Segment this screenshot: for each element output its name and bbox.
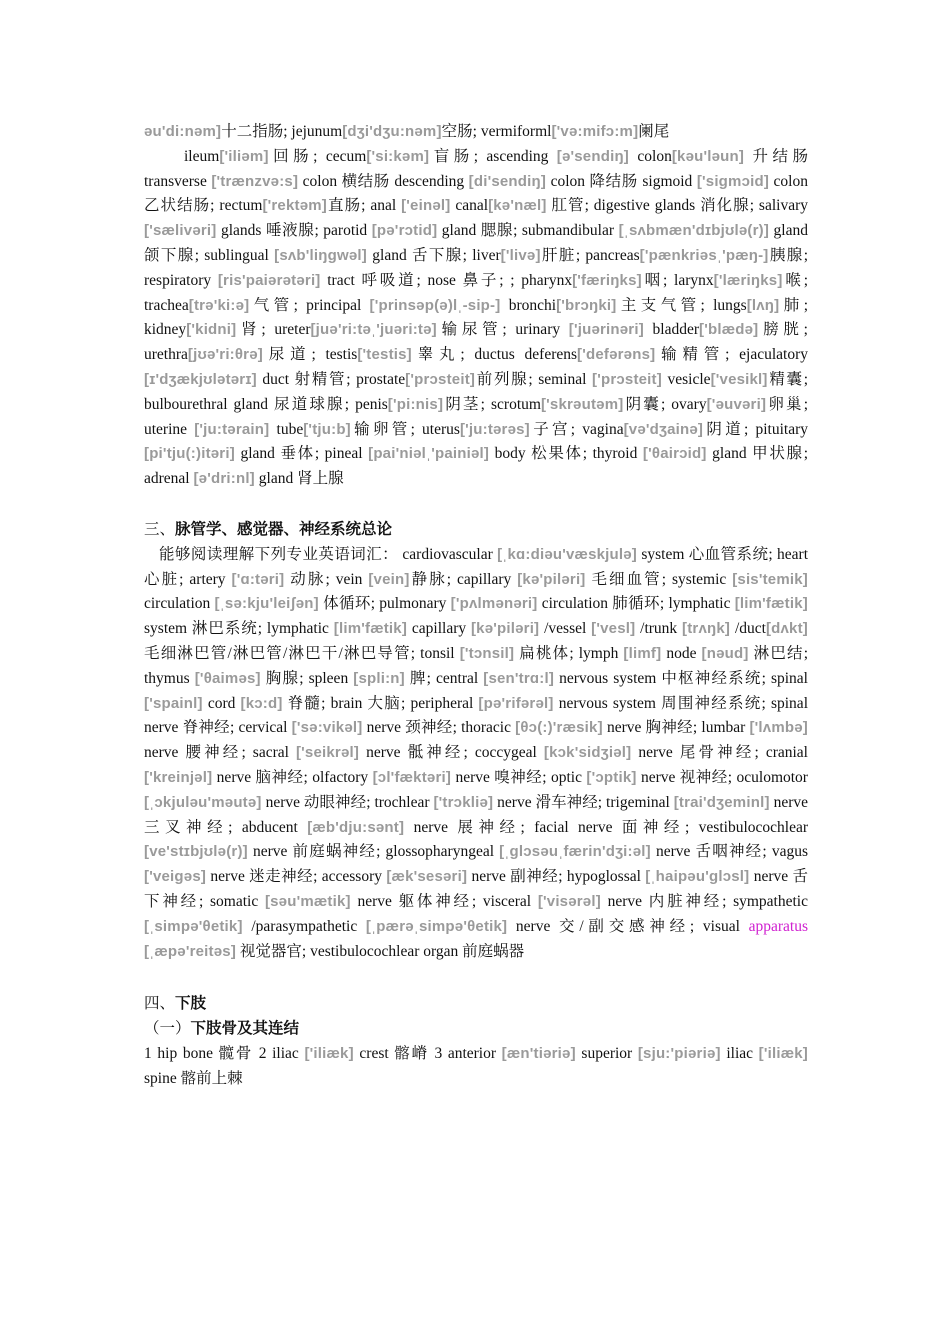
term-text: 膀胱; urethra: [144, 321, 808, 364]
phonetic-transcription: ['iliæk]: [758, 1044, 808, 1062]
term-text: 脊髓; brain 大脑; peripheral: [282, 694, 479, 712]
phonetic-transcription: [θɔ(:)'ræsik]: [515, 719, 603, 737]
term-text: 子宫; vagina: [529, 420, 624, 438]
phonetic-transcription: [trai'dʒeminl]: [673, 793, 770, 811]
term-text: nerve 迷走神经; accessory: [206, 868, 387, 886]
phonetic-transcription: ['ju:tərain]: [194, 420, 270, 438]
phonetic-transcription: [sis'temik]: [732, 570, 808, 588]
phonetic-transcription: ['læriŋks]: [713, 271, 783, 289]
term-text: gland 甲状腺; adrenal: [144, 445, 808, 488]
phonetic-transcription: ['prɔsteit]: [592, 370, 662, 388]
phonetic-transcription: ['ɔptik]: [586, 768, 637, 786]
phonetic-transcription: [pə'rɔtid]: [371, 222, 438, 240]
term-text: 肺; kidney: [144, 296, 808, 339]
term-text: system 淋巴系统; lymphatic: [144, 620, 334, 638]
phonetic-transcription: ['si:kəm]: [366, 147, 430, 165]
term-text: nerve 腰神经; sacral: [144, 744, 296, 762]
phonetic-transcription: [pə'rifərəl]: [478, 694, 554, 712]
term-text: colon 降结肠 sigmoid: [546, 172, 697, 190]
term-text: nerve 交/副交感神经; visual: [507, 917, 749, 935]
term-text: /parasympathetic: [242, 917, 366, 935]
phonetic-transcription: ['blædə]: [699, 321, 759, 339]
phonetic-transcription: [dʌkt]: [765, 620, 808, 638]
term-text: nerve 滑车神经; trigeminal: [493, 793, 674, 811]
phonetic-transcription: [ˌhaipəu'glɔsl]: [645, 868, 750, 886]
phonetic-transcription: ['sə:vikəl]: [291, 719, 363, 737]
phonetic-transcription: ['testis]: [357, 346, 412, 364]
phonetic-transcription: ['trænzvə:s]: [211, 172, 299, 190]
phonetic-transcription: ['iliæk]: [304, 1044, 354, 1062]
term-text: 胰腺; respiratory: [144, 246, 808, 289]
term-text: nerve 嗅神经; optic: [451, 768, 587, 786]
phonetic-transcription: ['prɔsteit]: [405, 370, 476, 388]
phonetic-transcription: ['prinsəp(ə)lˌ-sip-]: [369, 296, 501, 314]
phonetic-transcription: [ə'sendiŋ]: [556, 147, 630, 165]
term-text: 盲肠; ascending: [429, 147, 557, 165]
term-text: node: [661, 644, 702, 662]
term-text: 回肠; cecum: [268, 147, 367, 165]
phonetic-transcription: [ɔl'fæktəri]: [372, 768, 452, 786]
phonetic-transcription: ['və:mifɔ:m]: [551, 123, 639, 140]
phonetic-transcription: [lim'fætik]: [734, 595, 808, 613]
term-text: 动脉; vein: [284, 570, 369, 588]
phonetic-transcription: [sju:'piəriə]: [637, 1044, 721, 1062]
term-text: gland 垂体; pineal: [234, 445, 369, 463]
term-text: circulation: [144, 595, 215, 613]
term-text: nervous system 周围神经系统; spinal nerve 脊神经; cervical: [144, 694, 808, 737]
term-text: 淋巴结; thymus: [144, 644, 808, 687]
term-text: 毛细淋巴管/淋巴管/淋巴干/淋巴导管; tonsil: [144, 644, 460, 662]
term-text: 卵巢; uterine: [144, 395, 808, 438]
term-text: canal: [450, 197, 489, 215]
phonetic-transcription: [lim'fætik]: [333, 620, 408, 638]
term-text: superior: [575, 1044, 638, 1062]
phonetic-transcription: [sen'trɑ:l]: [483, 669, 555, 687]
term-text: 阑尾: [638, 123, 670, 140]
term-text: 前列腺; seminal: [475, 370, 592, 388]
term-text: system 心血管系统; heart 心脏; artery: [144, 545, 809, 588]
term-text: /duct: [730, 620, 766, 638]
term-text: 输精管; ejaculatory: [655, 346, 808, 364]
term-text: nerve 三叉神经; abducent: [144, 793, 809, 836]
phonetic-transcription: [kəu'ləun]: [671, 147, 745, 165]
term-text: 阴囊; ovary: [623, 395, 707, 413]
term-text: 升结肠 transverse: [144, 147, 808, 190]
phonetic-transcription: [ve'stɪbjʊlə(r)]: [144, 843, 248, 861]
phonetic-transcription: [ˌɔkjuləu'məutə]: [144, 793, 262, 811]
section-number: 四、: [144, 995, 176, 1013]
term-text: 脾; central: [404, 669, 484, 687]
phonetic-transcription: ['rektəm]: [262, 197, 327, 215]
phonetic-transcription: [trʌŋk]: [682, 620, 731, 638]
term-text: 输尿管; urinary: [436, 321, 569, 339]
phonetic-transcription: ['veigəs]: [144, 868, 207, 886]
term-text: gland 腮腺; submandibular: [437, 222, 619, 240]
phonetic-transcription: [ˌsə:kju'leiʃən]: [214, 595, 319, 613]
term-text: nerve 视神经; oculomotor: [636, 768, 808, 786]
term-text: cord: [202, 694, 241, 712]
term-text: nerve 展神经; facial nerve 面神经; vestibulocochlear: [404, 818, 808, 836]
phonetic-transcription: ['skrəutəm]: [540, 395, 624, 413]
phonetic-transcription: [ˌglɔsəuˌfærin'dʒi:əl]: [499, 843, 651, 861]
term-text: nerve 内脏神经; sympathetic: [600, 892, 808, 910]
term-text: 能够阅读理解下列专业英语词汇： cardiovascular: [159, 545, 498, 563]
phonetic-transcription: [æn'tiəriə]: [501, 1044, 576, 1062]
term-text: nerve 舌下神经; somatic: [144, 868, 808, 910]
phonetic-transcription: [ə'dri:nl]: [193, 470, 255, 488]
term-text: 气管; principal: [249, 296, 370, 314]
phonetic-transcription: ['ju:tərəs]: [459, 420, 530, 438]
term-text: 胸腺; spleen: [260, 669, 354, 687]
phonetic-transcription: [limf]: [623, 644, 662, 662]
term-text: gland 颌下腺; sublingual: [144, 222, 808, 264]
phonetic-transcription: [trə'ki:ə]: [188, 296, 250, 314]
term-text: 精囊; bulbourethral gland 尿道球腺; penis: [144, 370, 808, 413]
term-text: colon 乙状结肠; rectum: [144, 172, 808, 215]
term-text: duct 射精管; prostate: [256, 370, 406, 388]
phonetic-transcription: [kə'piləri]: [517, 570, 586, 588]
phonetic-transcription: [di'sendiŋ]: [468, 172, 547, 190]
phonetic-transcription: [juə'ri:təˌ'juəri:tə]: [310, 321, 437, 339]
phonetic-transcription: ['seikrəl]: [295, 744, 360, 762]
highlighted-term: apparatus: [748, 917, 809, 935]
term-text: 视觉器官; vestibulocochlear organ 前庭蜗器: [236, 942, 525, 960]
term-text: spine 髂前上棘: [144, 1069, 243, 1087]
phonetic-transcription: ['tɔnsil]: [459, 644, 515, 662]
phonetic-transcription: ['sigmɔid]: [696, 172, 770, 190]
term-text: vesicle: [661, 370, 711, 388]
phonetic-transcription: [æk'sesəri]: [386, 868, 468, 886]
phonetic-transcription: ['brɔŋki]: [556, 296, 617, 314]
phonetic-transcription: [æb'dju:sənt]: [307, 818, 405, 836]
paragraph-vascular-nervous: [144, 543, 808, 965]
term-text: 毛细血管; systemic: [585, 570, 733, 588]
phonetic-transcription: [lʌŋ]: [746, 296, 780, 314]
term-text: /trunk: [635, 620, 683, 638]
phonetic-transcription: [ɪ'dʒækjʊlətərɪ]: [144, 370, 257, 388]
term-text: gland 肾上腺: [254, 470, 344, 488]
phonetic-transcription: [ˌkɑ:diəu'væskjulə]: [497, 545, 638, 563]
phonetic-transcription: [səu'mætik]: [264, 892, 351, 910]
phonetic-transcription: [pai'niəlˌ'painiəl]: [368, 445, 490, 463]
term-text: nerve 颈神经; thoracic: [362, 719, 516, 737]
term-text: 肛管; digestive glands 消化腺; salivary: [546, 197, 808, 215]
phonetic-transcription: [sʌb'liŋgwəl]: [274, 246, 367, 264]
phonetic-transcription: ['kidni]: [186, 321, 237, 339]
term-text: 尿道; testis: [262, 346, 358, 364]
phonetic-transcription: ['ɑ:təri]: [231, 570, 285, 588]
term-text: 咽; larynx: [641, 271, 714, 289]
phonetic-transcription: ['θaiməs]: [194, 669, 261, 687]
phonetic-transcription: ['tju:b]: [303, 420, 351, 438]
term-text: 肝脏; pancreas: [540, 246, 640, 264]
phonetic-transcription: [ˌpærəˌsimpə'θetik]: [365, 917, 508, 935]
term-text: tract 呼吸道; nose 鼻子; ; pharynx: [320, 271, 573, 289]
term-text: nerve 骶神经; coccygeal: [359, 744, 544, 762]
section-heading-four: [144, 992, 808, 1017]
phonetic-transcription: ['pʌlmənəri]: [450, 595, 538, 613]
phonetic-transcription: əu'di:nəm]: [144, 123, 222, 140]
phonetic-transcription: [kə'piləri]: [470, 620, 540, 638]
term-text: nerve 舌咽神经; vagus: [650, 843, 808, 861]
section-number: 三、: [144, 520, 176, 538]
paragraph-lower-limb-bones: [144, 1042, 808, 1092]
phonetic-transcription: ['visərəl]: [537, 892, 601, 910]
term-text: nerve 躯体神经; visceral: [350, 892, 538, 910]
term-text: nerve 尾骨神经; cranial: [631, 744, 808, 762]
term-text: 扁桃体; lymph: [514, 644, 624, 662]
phonetic-transcription: [ˌæpə'reitəs]: [144, 942, 237, 960]
phonetic-transcription: ['pi:nis]: [387, 395, 444, 413]
term-text: gland 舌下腺; liver: [366, 246, 501, 264]
paragraph-digestive-organs: [144, 145, 808, 492]
phonetic-transcription: [nəud]: [701, 644, 749, 662]
phonetic-transcription: ['einəl]: [401, 197, 451, 215]
phonetic-transcription: [ˌsʌbmæn'dɪbjʊlə(r)]: [618, 222, 770, 240]
phonetic-transcription: [spli:n]: [353, 669, 405, 687]
term-text: nervous system 中枢神经系统; spinal: [554, 669, 808, 687]
phonetic-transcription: ['vesikl]: [710, 370, 768, 388]
subsection-title: 下肢骨及其连结: [190, 1020, 300, 1038]
phonetic-transcription: [dʒi'dʒu:nəm]: [342, 123, 442, 140]
phonetic-transcription: ['spainl]: [144, 694, 203, 712]
term-text: /vessel: [539, 620, 592, 638]
term-text: 静脉; capillary: [409, 570, 518, 588]
term-text: ileum: [184, 147, 220, 165]
section-title: 下肢: [175, 995, 207, 1013]
term-text: bladder: [643, 321, 700, 339]
phonetic-transcription: ['færiŋks]: [572, 271, 642, 289]
section-heading-three: [144, 518, 808, 543]
phonetic-transcription: ['pænkriəsˌ'pæŋ-]: [639, 246, 769, 264]
term-text: circulation 肺循环; lymphatic: [537, 595, 735, 613]
term-text: colon 横结肠 descending: [298, 172, 469, 190]
term-text: 输卵管; uterus: [350, 420, 460, 438]
document-page: [144, 120, 808, 1091]
term-text: 直肠; anal: [327, 197, 402, 215]
phonetic-transcription: [ris'paiərətəri]: [217, 271, 321, 289]
term-text: 十二指肠; jejunum: [221, 123, 343, 140]
section-title: 脉管学、感觉器、神经系统总论: [175, 520, 393, 538]
phonetic-transcription: ['sælivəri]: [144, 222, 217, 240]
phonetic-transcription: [jʊə'ri:θrə]: [187, 346, 263, 364]
phonetic-transcription: ['əuvəri]: [706, 395, 767, 413]
term-text: capillary: [407, 620, 471, 638]
paragraph-digestive-line1: [144, 120, 808, 145]
phonetic-transcription: ['iliəm]: [219, 147, 269, 165]
phonetic-transcription: ['θairɔid]: [642, 445, 707, 463]
term-text: 阴道; pituitary: [703, 420, 809, 438]
phonetic-transcription: [ˌsimpə'θetik]: [144, 917, 243, 935]
phonetic-transcription: ['livə]: [500, 246, 541, 264]
term-text: nerve 动眼神经; trochlear: [261, 793, 434, 811]
phonetic-transcription: ['trɔkliə]: [433, 793, 494, 811]
term-text: 1 hip bone 髋骨 2 iliac: [144, 1044, 305, 1062]
phonetic-transcription: [kɔ:d]: [240, 694, 283, 712]
term-text: nerve 副神经; hypoglossal: [467, 868, 646, 886]
phonetic-transcription: ['defərəns]: [577, 346, 656, 364]
term-text: 肾; ureter: [236, 321, 311, 339]
term-text: 喉; trachea: [144, 271, 809, 314]
term-text: nerve 胸神经; lumbar: [602, 719, 750, 737]
term-text: crest 髂嵴 3 anterior: [353, 1044, 502, 1062]
subsection-number: （一）: [144, 1020, 191, 1038]
term-text: 空肠; vermiforml: [441, 123, 552, 140]
term-text: glands 唾液腺; parotid: [216, 222, 372, 240]
term-text: body 松果体; thyroid: [489, 445, 643, 463]
phonetic-transcription: [kə'næl]: [488, 197, 547, 215]
phonetic-transcription: [pi'tju(:)itəri]: [144, 445, 235, 463]
spacer: [144, 492, 808, 518]
term-text: tube: [269, 420, 304, 438]
term-text: 睾丸; ductus deferens: [411, 346, 578, 364]
phonetic-transcription: ['vesl]: [591, 620, 636, 638]
term-text: colon: [629, 147, 672, 165]
term-text: 阴茎; scrotum: [443, 395, 541, 413]
term-text: bronchi: [500, 296, 557, 314]
term-text: nerve 脑神经; olfactory: [212, 768, 373, 786]
spacer: [144, 964, 808, 992]
term-text: nerve 前庭蜗神经; glossopharyngeal: [247, 843, 500, 861]
term-text: 体循环; pulmonary: [318, 595, 451, 613]
phonetic-transcription: [vein]: [368, 570, 410, 588]
phonetic-transcription: ['juərinəri]: [568, 321, 644, 339]
phonetic-transcription: [kɔk'sidʒiəl]: [543, 744, 632, 762]
subsection-heading: [144, 1017, 808, 1042]
term-text: 主支气管; lungs: [616, 296, 747, 314]
phonetic-transcription: ['lʌmbə]: [749, 719, 808, 737]
phonetic-transcription: [və'dʒainə]: [623, 420, 704, 438]
term-text: iliac: [720, 1044, 759, 1062]
phonetic-transcription: ['kreinjəl]: [144, 768, 213, 786]
